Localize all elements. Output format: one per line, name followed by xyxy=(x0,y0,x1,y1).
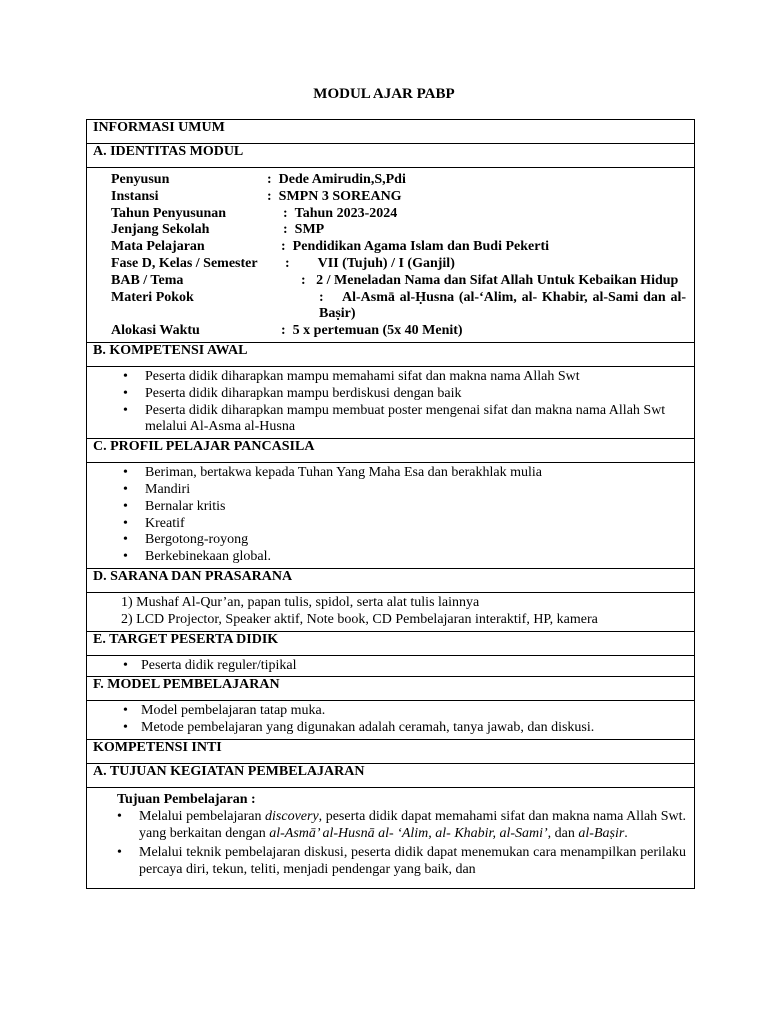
list-item: 1) Mushaf Al-Qur’an, papan tulis, spidol, serta alat tulis lainnya xyxy=(121,594,480,610)
section-profil-heading: C. PROFIL PELAJAR PANCASILA xyxy=(87,439,695,463)
identitas-row xyxy=(111,273,686,290)
list-item: • Metode pembelajaran yang digunakan adalah ceramah, tanya jawab, dan diskusi. xyxy=(141,720,686,737)
identitas-value-wrap xyxy=(267,273,686,290)
section-kompetensi-inti: KOMPETENSI INTI xyxy=(87,739,695,763)
tujuan-subheading: Tujuan Pembelajaran : xyxy=(117,791,256,807)
identitas-sep: : xyxy=(319,289,324,305)
list-item: • Berkebinekaan global. xyxy=(145,549,686,566)
identitas-row xyxy=(111,172,686,189)
list-item: • Melalui pembelajaran discovery, peserta didik dapat memahami sifat dan makna nama Allah Swt. yang berkaitan dengan al-Asmā’ al-Husnā al- ‘Alim, al- Khabir, al-Sami’, dan al-Baṣir. xyxy=(139,808,686,842)
section-model-heading: F. MODEL PEMBELAJARAN xyxy=(87,677,695,701)
identitas-block xyxy=(87,168,695,343)
section-kompetensi-awal-heading: B. KOMPETENSI AWAL xyxy=(87,342,695,366)
sarana-list xyxy=(87,592,695,631)
identitas-label: Tahun Penyusunan xyxy=(111,205,227,221)
list-item: • Mandiri xyxy=(145,482,686,499)
section-identitas-heading: A. IDENTITAS MODUL xyxy=(87,144,695,168)
identitas-row xyxy=(111,206,686,223)
list-item: • Beriman, bertakwa kepada Tuhan Yang Maha Esa dan berakhlak mulia xyxy=(145,465,686,482)
kompetensi-awal-list xyxy=(87,366,695,438)
identitas-sep: : xyxy=(283,222,288,238)
identitas-label: Fase D, Kelas / Semester xyxy=(111,255,258,271)
identitas-value: 5 x pertemuan (5x 40 Menit) xyxy=(292,323,463,339)
identitas-row xyxy=(111,239,686,256)
list-item: • Bernalar kritis xyxy=(145,499,686,516)
identitas-label: Penyusun xyxy=(111,172,170,187)
identitas-label: Mata Pelajaran xyxy=(111,239,205,255)
identitas-label: Materi Pokok xyxy=(111,289,194,305)
module-table xyxy=(86,119,695,889)
identitas-row xyxy=(111,290,686,324)
identitas-value: 2 / Meneladan Nama dan Sifat Allah Untuk Kebaikan Hidup xyxy=(316,272,679,288)
section-tujuan-heading: A. TUJUAN KEGIATAN PEMBELAJARAN xyxy=(87,763,695,787)
list-item: • Peserta didik diharapkan mampu berdiskusi dengan baik xyxy=(145,386,686,403)
list-item: • Peserta didik diharapkan mampu membuat poster mengenai sifat dan makna nama Allah Swt melalui Al-Asma al-Husna xyxy=(145,403,686,437)
profil-list xyxy=(87,463,695,569)
identitas-sep: : xyxy=(267,172,272,187)
list-item: 2) LCD Projector, Speaker aktif, Note book, CD Pembelajaran interaktif, HP, kamera xyxy=(121,611,598,627)
tujuan-block xyxy=(87,787,695,888)
identitas-sep: : xyxy=(301,272,306,288)
list-item: • Kreatif xyxy=(145,516,686,533)
list-item: • Peserta didik diharapkan mampu memahami sifat dan makna nama Allah Swt xyxy=(145,369,686,386)
identitas-value: Al-Asmā al-Ḥusna (al-‘Alim, al- Khabir, al-Sami dan al-Baṣir) xyxy=(319,289,686,322)
document-title: MODUL AJAR PABP xyxy=(313,86,455,102)
identitas-sep: : xyxy=(281,323,286,339)
section-target-heading: E. TARGET PESERTA DIDIK xyxy=(87,631,695,655)
identitas-sep: : xyxy=(285,255,290,271)
identitas-row xyxy=(111,256,686,273)
list-item: • Bergotong-royong xyxy=(145,532,686,549)
identitas-value-wrap xyxy=(267,290,686,324)
model-list xyxy=(87,701,695,740)
identitas-row xyxy=(111,189,686,206)
target-list xyxy=(87,655,695,677)
identitas-label: Alokasi Waktu xyxy=(111,323,200,339)
identitas-value: SMPN 3 SOREANG xyxy=(278,188,402,204)
identitas-value: Dede Amirudin,S,Pdi xyxy=(278,172,406,187)
identitas-sep: : xyxy=(283,205,288,221)
identitas-value: SMP xyxy=(294,222,325,238)
identitas-value: Pendidikan Agama Islam dan Budi Pekerti xyxy=(292,239,549,255)
identitas-sep: : xyxy=(281,239,286,255)
section-informasi-umum: INFORMASI UMUM xyxy=(87,120,695,144)
section-sarana-heading: D. SARANA DAN PRASARANA xyxy=(87,568,695,592)
identitas-label: Jenjang Sekolah xyxy=(111,222,210,238)
list-item: • Melalui teknik pembelajaran diskusi, peserta didik dapat menemukan cara menampilkan perilaku percaya diri, tekun, teliti, menjadi pendengar yang baik, dan xyxy=(139,844,686,878)
identitas-label: BAB / Tema xyxy=(111,272,184,288)
list-item: • Peserta didik reguler/tipikal xyxy=(141,658,686,675)
identitas-row xyxy=(111,222,686,239)
identitas-row xyxy=(111,323,686,340)
identitas-label: Instansi xyxy=(111,188,159,204)
list-item: • Model pembelajaran tatap muka. xyxy=(141,703,686,720)
identitas-value: Tahun 2023-2024 xyxy=(294,205,398,221)
identitas-value: VII (Tujuh) / I (Ganjil) xyxy=(317,255,455,271)
identitas-sep: : xyxy=(267,188,272,204)
